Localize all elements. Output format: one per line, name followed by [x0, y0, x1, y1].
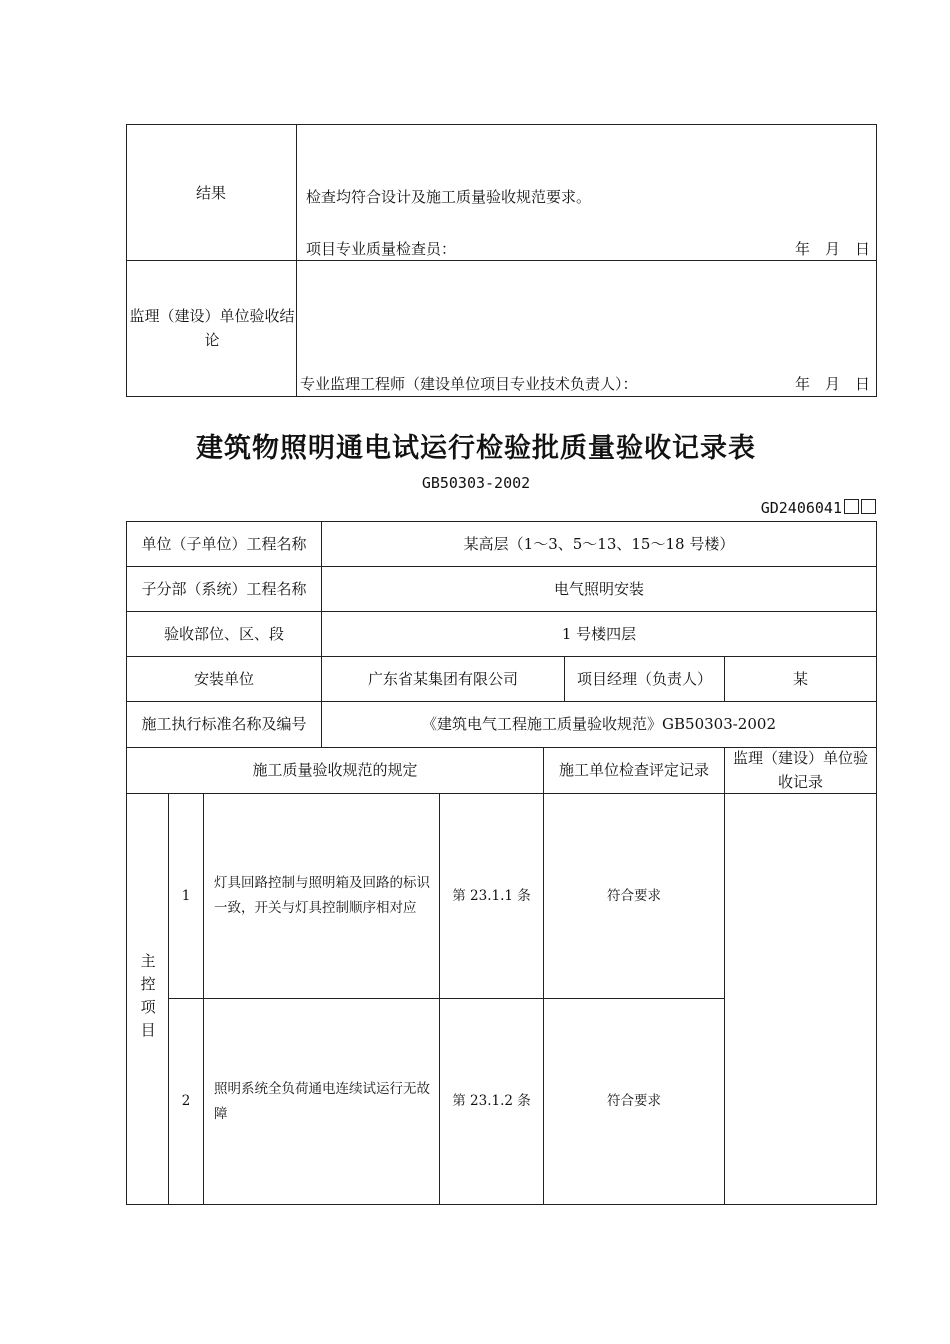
item-2-no: 2 — [168, 998, 204, 1205]
header-construction-check: 施工单位检查评定记录 — [543, 747, 725, 794]
installer-label: 安装单位 — [126, 656, 322, 702]
header-spec: 施工质量验收规范的规定 — [126, 747, 544, 794]
main-control-label — [126, 793, 169, 1205]
item-1-desc — [203, 793, 440, 999]
project-label: 单位（子单位）工程名称 — [126, 521, 322, 567]
project-value: 某高层（1～3、5～13、15～18 号楼） — [321, 521, 877, 567]
main-control-label-text: 主控项目 — [138, 953, 157, 1045]
inspector-label: 项目专业质量检查员： — [306, 240, 457, 258]
subproject-label: 子分部（系统）工程名称 — [126, 566, 322, 612]
exec-standard-label: 施工执行标准名称及编号 — [126, 701, 322, 748]
supervision-record-cell — [724, 793, 877, 1205]
manager-value: 某 — [724, 656, 877, 702]
form-standard: GB50303-2002 — [421, 474, 531, 492]
supervision-engineer: 专业监理工程师（建设单位项目专业技术负责人）： — [300, 375, 638, 393]
form-code-row — [600, 499, 876, 517]
installer-value: 广东省某集团有限公司 — [321, 656, 565, 702]
result-label: 结果 — [195, 184, 226, 202]
item-1-no: 1 — [168, 793, 204, 999]
location-value: 1 号楼四层 — [321, 611, 877, 657]
item-1-clause: 第 23.1.1 条 — [439, 793, 544, 999]
item-2-desc — [203, 998, 440, 1205]
item-2-result: 符合要求 — [543, 998, 725, 1205]
manager-label: 项目经理（负责人） — [564, 656, 725, 702]
item-1-result: 符合要求 — [543, 793, 725, 999]
result-text: 检查均符合设计及施工质量验收规范要求。 — [306, 188, 592, 206]
inspector-date: 年 月 日 — [794, 240, 870, 258]
top-table-hdivider — [126, 260, 877, 261]
form-title: 建筑物照明通电试运行检验批质量验收记录表 — [196, 433, 756, 464]
item-2-clause: 第 23.1.2 条 — [439, 998, 544, 1205]
supervision-date: 年 月 日 — [794, 375, 870, 393]
header-supervision-record: 监理（建设）单位验收记录 — [724, 747, 877, 794]
code-box-2 — [861, 499, 876, 514]
supervision-label: 监理（建设）单位验收结论 — [129, 307, 295, 349]
location-label: 验收部位、区、段 — [126, 611, 322, 657]
item-2-desc-text: 照明系统全负荷通电连续试运行无故障 — [214, 1080, 430, 1122]
code-box-1 — [844, 499, 859, 514]
item-1-desc-text: 灯具回路控制与照明箱及回路的标识一致，开关与灯具控制顺序相对应 — [214, 875, 430, 916]
form-code: GD2406041 — [760, 499, 842, 517]
exec-standard-value: 《建筑电气工程施工质量验收规范》GB50303-2002 — [321, 701, 877, 748]
subproject-value: 电气照明安装 — [321, 566, 877, 612]
